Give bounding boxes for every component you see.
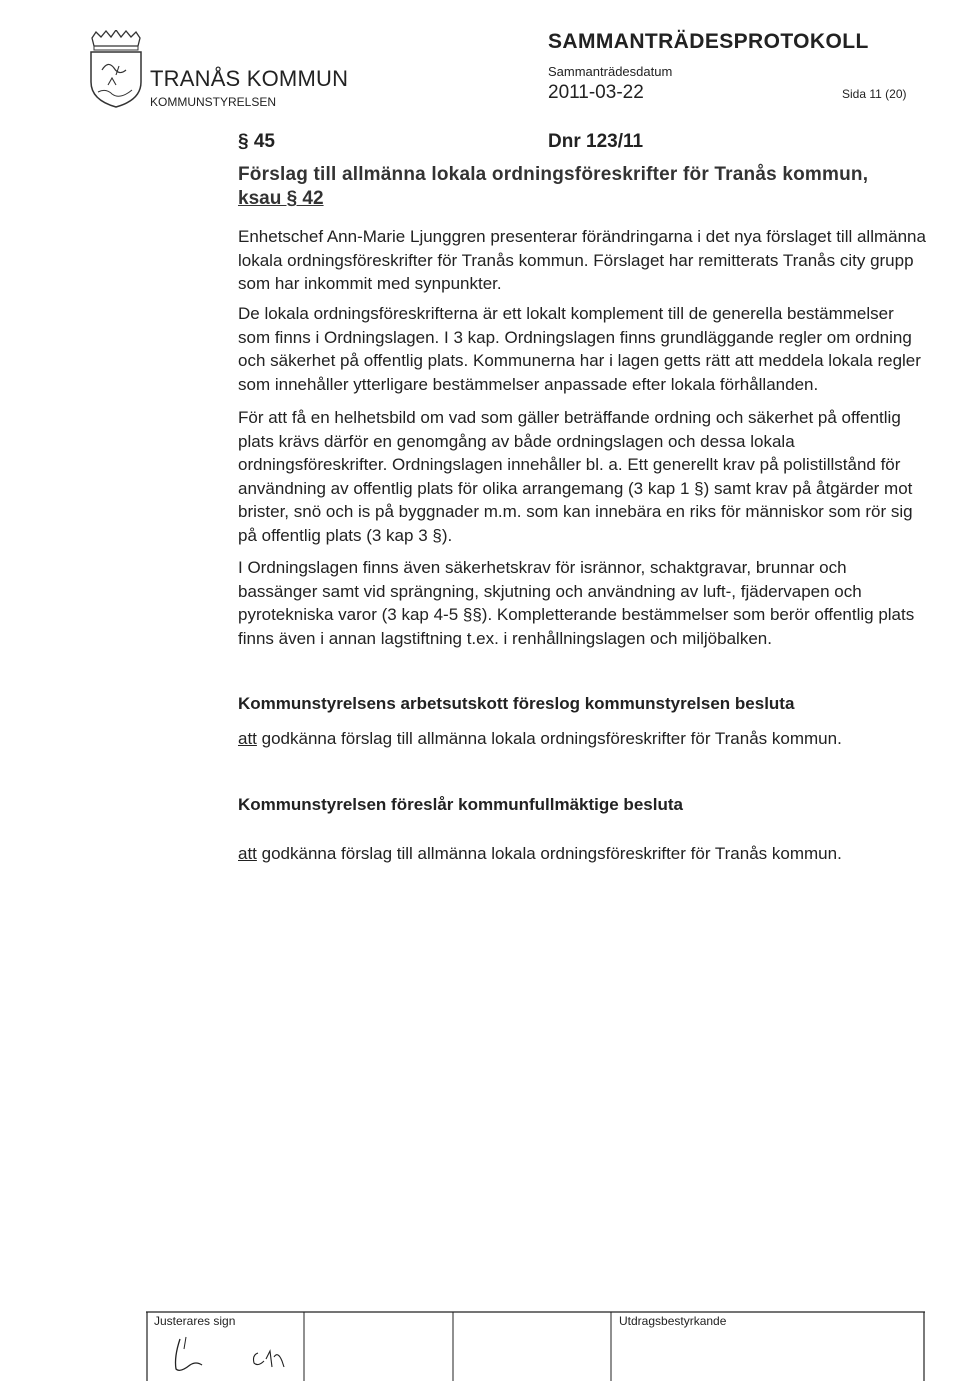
att-keyword: att [238, 729, 257, 748]
decision-heading-ks: Kommunstyrelsen föreslår kommunfullmäktige besluta [238, 795, 683, 814]
utdragsbestyrkande-label: Utdragsbestyrkande [619, 1314, 727, 1328]
body-paragraph-1: Enhetschef Ann-Marie Ljunggren presenterar förändringarna i det nya förslaget till allmänna lokala ordningsföreskrifter för Tranås kommun. Förslaget har remitterats Tranås city grupp som har inkommit med synpunkter. [238, 227, 926, 293]
justerare-label: Justerares sign [154, 1314, 236, 1328]
decision-proposal-au: att godkänna förslag till allmänna lokala ordningsföreskrifter för Tranås kommun. [238, 729, 842, 748]
att-keyword: att [238, 844, 257, 863]
meeting-date-label: Sammanträdesdatum [548, 64, 673, 79]
organization-unit: KOMMUNSTYRELSEN [150, 95, 277, 109]
decision-proposal-ks: att godkänna förslag till allmänna lokala ordningsföreskrifter för Tranås kommun. [238, 844, 842, 863]
document-type: SAMMANTRÄDESPROTOKOLL [548, 30, 869, 53]
organization-name: TRANÅS KOMMUN [150, 66, 349, 91]
page-indicator: Sida 11 (20) [842, 87, 907, 101]
section-title: Förslag till allmänna lokala ordningsföreskrifter för Tranås kommun, [238, 164, 869, 185]
body-paragraph-4: I Ordningslagen finns även säkerhetskrav för isrännor, schaktgravar, brunnar och bassänger samt vid sprängning, skjutning och användning av luft-, fjädervapen och pyrotekniska varor (3 kap 4-5 §§). Kompletterande bestämmelser som berör offentlig plats finns även i annan lagstiftning t.ex. i renhållningslagen och miljöbalken. [238, 558, 915, 648]
section-title-reference: ksau § 42 [238, 188, 324, 209]
diary-number: Dnr 123/11 [548, 131, 644, 152]
coat-of-arms-logo [86, 30, 146, 108]
handwritten-signature [166, 1331, 326, 1381]
signature-table [146, 1311, 925, 1381]
meeting-date: 2011-03-22 [548, 82, 644, 103]
decision-heading-au: Kommunstyrelsens arbetsutskott föreslog kommunstyrelsen besluta [238, 694, 795, 713]
body-paragraph-3: För att få en helhetsbild om vad som gäller beträffande ordning och säkerhet på offentlig plats krävs därför en genomgång av både ordningslagen och dessa lokala ordningsföreskrifter. Ordningslagen innehåller bl. a. Ett generellt krav på polistillstånd för användning av offentlig plats för olika arrangemang (3 kap 1 §) samt krav på åtgärder mot brister, snö och is på byggnader m.m. som kan innebära en riks för människor som rör sig på offentlig plats (3 kap 3 §). [238, 408, 913, 545]
body-paragraph-2: De lokala ordningsföreskrifterna är ett lokalt komplement till de generella bestämmelser som finns i Ordningslagen. I 3 kap. Ordningslagen finns grundläggande regler om ordning och säkerhet på offentlig plats. Kommunerna har i lagen getts rätt att meddela lokala regler som innehåller ytterligare bestämmelser anpassade efter lokala förhållanden. [238, 304, 921, 394]
paragraph-number: § 45 [238, 131, 275, 152]
